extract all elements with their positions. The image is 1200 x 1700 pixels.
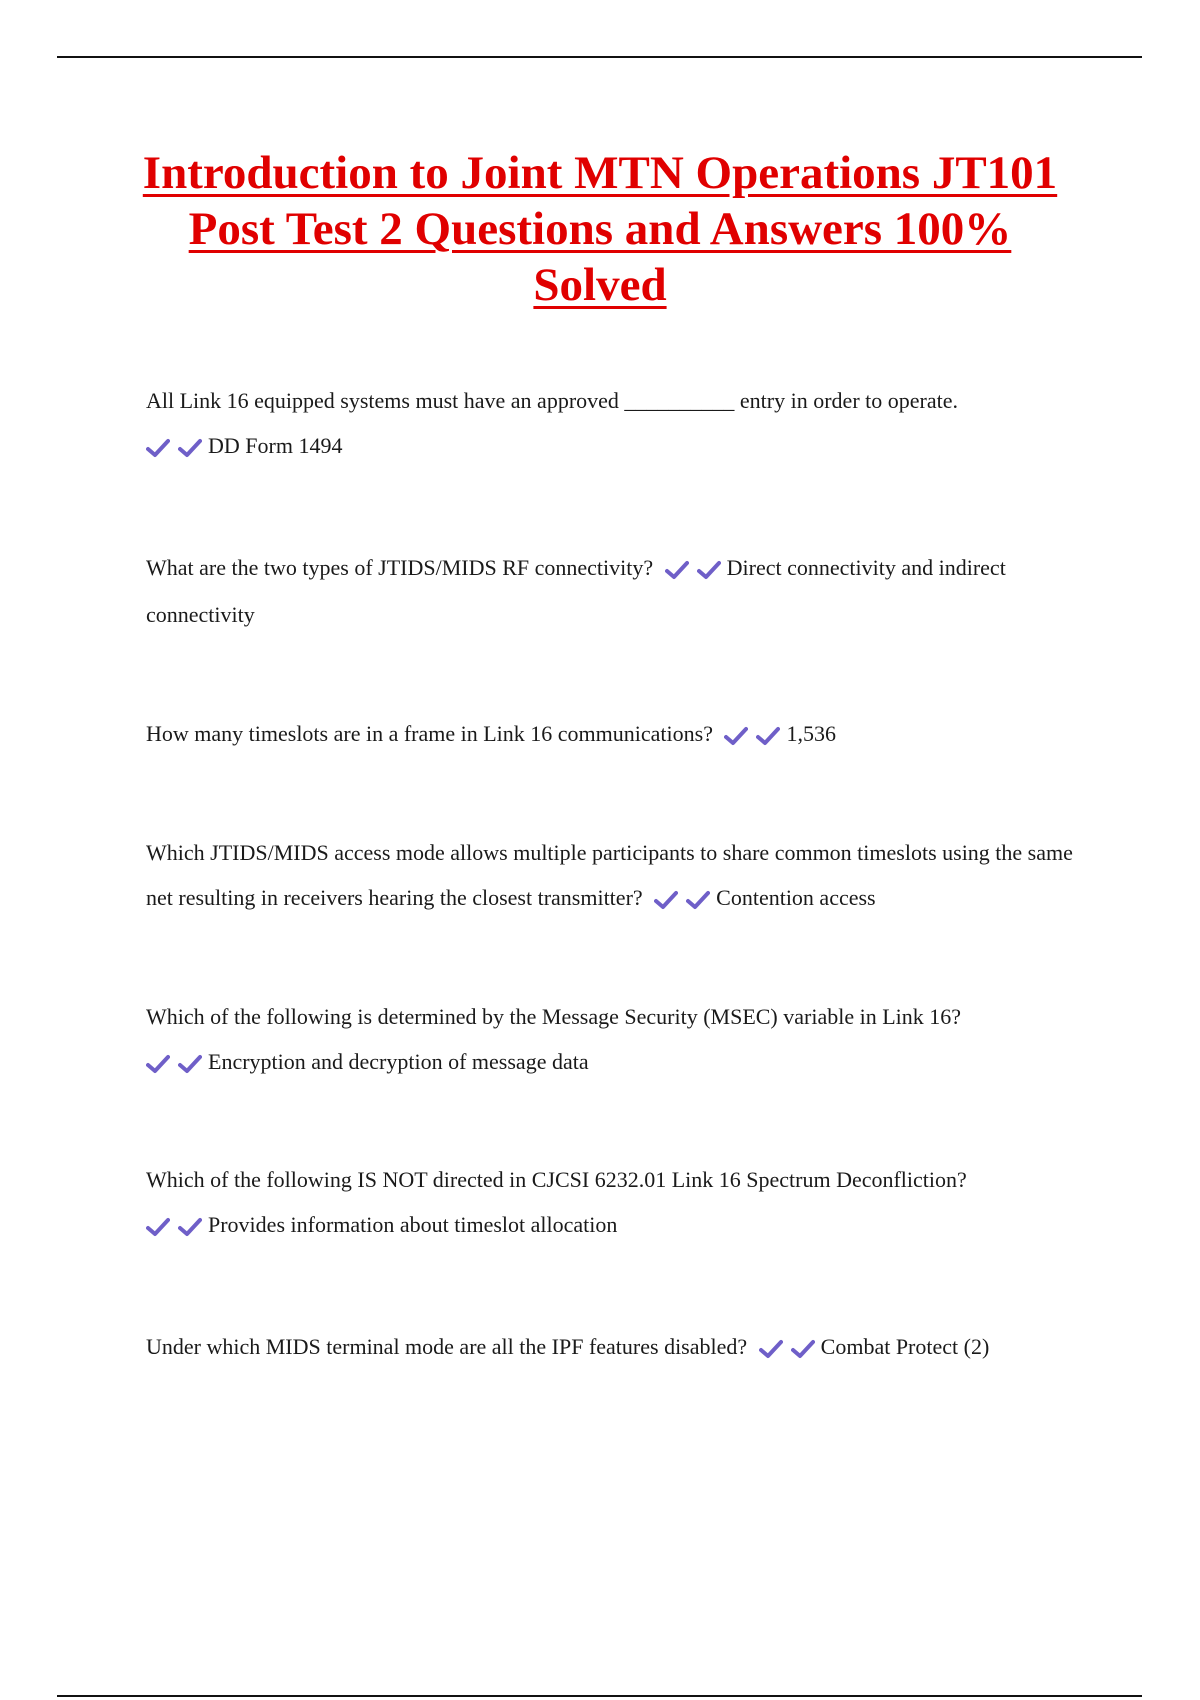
checkmark-icon [756, 726, 780, 746]
answer-marker [759, 1326, 819, 1371]
checkmark-icon [724, 726, 748, 746]
qa-item-5 [146, 994, 1096, 1086]
checkmark-icon [146, 1054, 170, 1074]
checkmark-icon [178, 438, 202, 458]
answer-text: 1,536 [786, 721, 836, 746]
bottom-rule [57, 1695, 1142, 1697]
document-title [100, 145, 1100, 313]
question-text: Which of the following IS NOT directed in CJCSI 6232.01 Link 16 Spectrum Deconfliction? [146, 1167, 967, 1192]
title-line-3: Solved [533, 259, 667, 311]
checkmark-icon [178, 1217, 202, 1237]
answer-text: Combat Protect (2) [820, 1334, 990, 1359]
qa-item-7 [146, 1324, 1096, 1371]
question-text: How many timeslots are in a frame in Link 16 communications? [146, 721, 713, 746]
answer-text: DD Form 1494 [208, 433, 343, 458]
answer-marker [146, 425, 206, 470]
checkmark-icon [759, 1339, 783, 1359]
checkmark-icon [654, 890, 678, 910]
answer-text: Contention access [716, 885, 876, 910]
qa-item-3 [146, 711, 1096, 758]
answer-text: Provides information about timeslot allocation [208, 1212, 618, 1237]
question-text: Under which MIDS terminal mode are all the IPF features disabled? [146, 1334, 748, 1359]
answer-marker [724, 713, 784, 758]
title-line-2: Post Test 2 Questions and Answers 100% [188, 203, 1012, 255]
qa-item-4 [146, 830, 1096, 922]
question-text: Which of the following is determined by the Message Security (MSEC) variable in Link 16? [146, 1004, 962, 1029]
checkmark-icon [178, 1054, 202, 1074]
checkmark-icon [791, 1339, 815, 1359]
answer-marker [146, 1204, 206, 1249]
answer-text: Direct connectivity and indirect connectivity [146, 555, 1006, 628]
qa-item-1 [146, 378, 1096, 470]
checkmark-icon [146, 438, 170, 458]
answer-marker [146, 1041, 206, 1086]
answer-marker [665, 547, 725, 592]
answer-marker [654, 877, 714, 922]
question-text: Which JTIDS/MIDS access mode allows multiple participants to share common timeslots using the same net resulting in receivers hearing the closest transmitter? [146, 840, 1073, 910]
qa-item-2 [146, 545, 1096, 637]
checkmark-icon [686, 890, 710, 910]
title-line-1: Introduction to Joint MTN Operations JT101 [142, 147, 1058, 199]
answer-text: Encryption and decryption of message data [208, 1049, 589, 1074]
question-text: What are the two types of JTIDS/MIDS RF connectivity? [146, 555, 654, 580]
checkmark-icon [697, 560, 721, 580]
checkmark-icon [665, 560, 689, 580]
top-rule [57, 56, 1142, 58]
question-text: All Link 16 equipped systems must have an approved __________ entry in order to operate. [146, 388, 958, 413]
qa-item-6 [146, 1157, 1096, 1249]
checkmark-icon [146, 1217, 170, 1237]
